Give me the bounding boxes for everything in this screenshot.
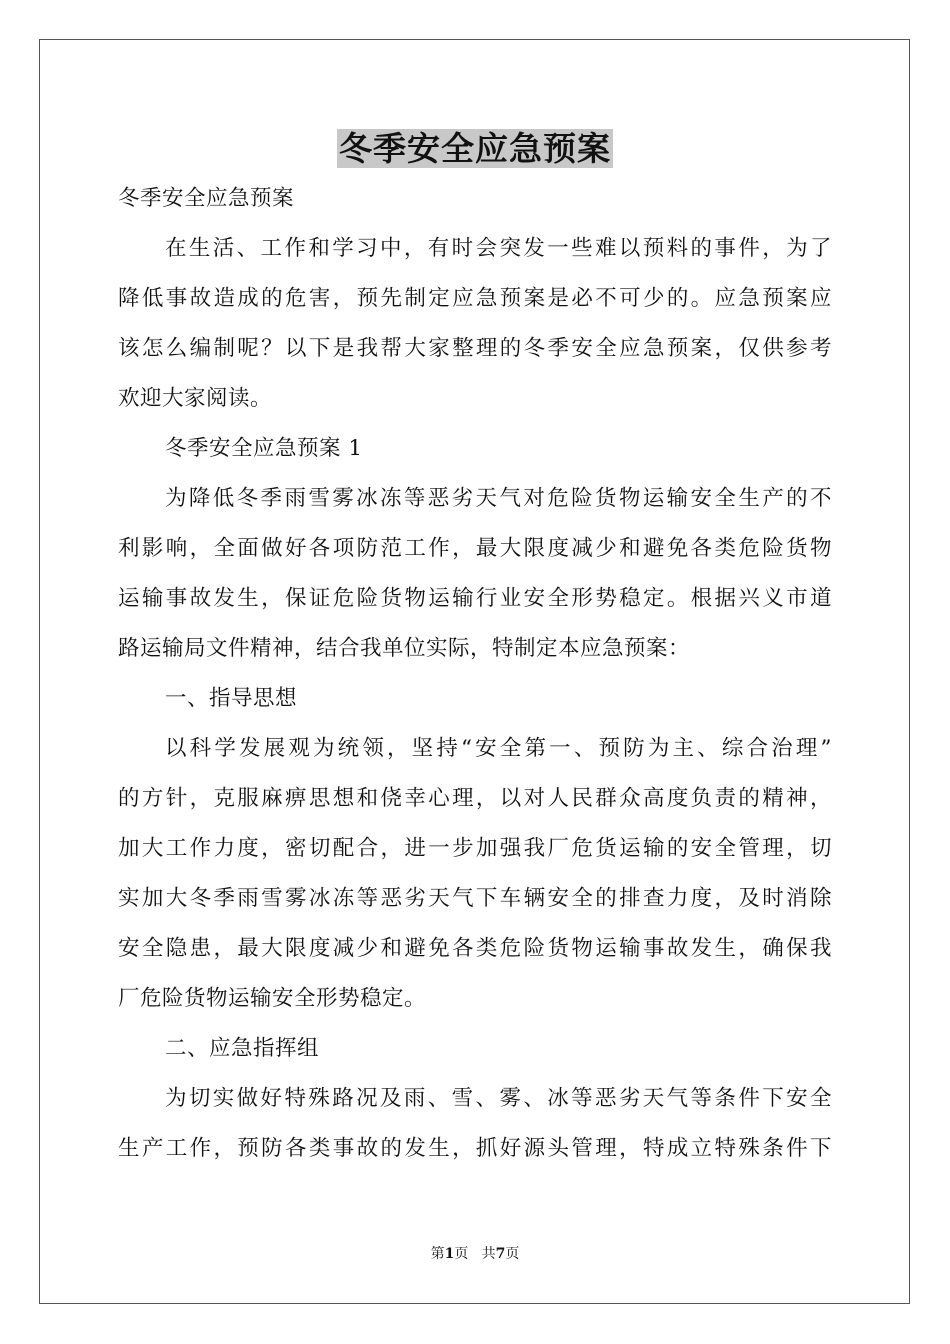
- body-line: 生产工作，预防各类事故的发生，抓好源头管理，特成立特殊条件下: [118, 1136, 832, 1161]
- body-line: 欢迎大家阅读。: [118, 386, 273, 411]
- document-title-text: 冬季安全应急预案: [339, 129, 611, 168]
- footer-page-suffix: 页: [454, 1246, 469, 1262]
- body-line: 为切实做好特殊路况及雨、雪、雾、冰等恶劣天气等条件下安全: [165, 1086, 832, 1111]
- body-line: 安全隐患，最大限度减少和避免各类危险货物运输事故发生，确保我: [118, 936, 832, 961]
- body-line: 以科学发展观为统领，坚持“安全第一、预防为主、综合治理”: [165, 736, 832, 761]
- body-line: 实加大冬季雨雪雾冰冻等恶劣天气下车辆安全的排查力度，及时消除: [118, 886, 832, 911]
- footer-total-suffix: 页: [505, 1246, 520, 1262]
- section-heading: 二、应急指挥组: [165, 1036, 320, 1061]
- body-line: 该怎么编制呢？以下是我帮大家整理的冬季安全应急预案，仅供参考: [118, 336, 832, 361]
- section-heading: 冬季安全应急预案 1: [165, 436, 363, 461]
- body-line: 降低事故造成的危害，预先制定应急预案是必不可少的。应急预案应: [118, 286, 832, 311]
- document-title: [0, 127, 950, 171]
- footer-total-prefix: 共: [481, 1246, 496, 1262]
- footer-page-number: 1: [444, 1246, 455, 1262]
- body-line: 冬季安全应急预案: [118, 186, 295, 211]
- body-line: 路运输局文件精神，结合我单位实际，特制定本应急预案：: [118, 636, 691, 661]
- body-line: 加大工作力度，密切配合，进一步加强我厂危货运输的安全管理，切: [118, 836, 832, 861]
- page-border: [39, 39, 910, 1304]
- footer-page-prefix: 第: [430, 1246, 445, 1262]
- page-footer: [0, 1245, 950, 1263]
- body-line: 为降低冬季雨雪雾冰冻等恶劣天气对危险货物运输安全生产的不: [165, 486, 832, 511]
- body-line: 利影响，全面做好各项防范工作，最大限度减少和避免各类危险货物: [118, 536, 832, 561]
- section-heading: 一、指导思想: [165, 686, 298, 711]
- body-line: 在生活、工作和学习中，有时会突发一些难以预料的事件，为了: [165, 236, 832, 261]
- body-line: 厂危险货物运输安全形势稳定。: [118, 986, 427, 1011]
- body-line: 的方针，克服麻痹思想和侥幸心理，以对人民群众高度负责的精神，: [118, 786, 832, 811]
- body-line: 运输事故发生，保证危险货物运输行业安全形势稳定。根据兴义市道: [118, 586, 832, 611]
- footer-total-pages: 7: [495, 1246, 506, 1262]
